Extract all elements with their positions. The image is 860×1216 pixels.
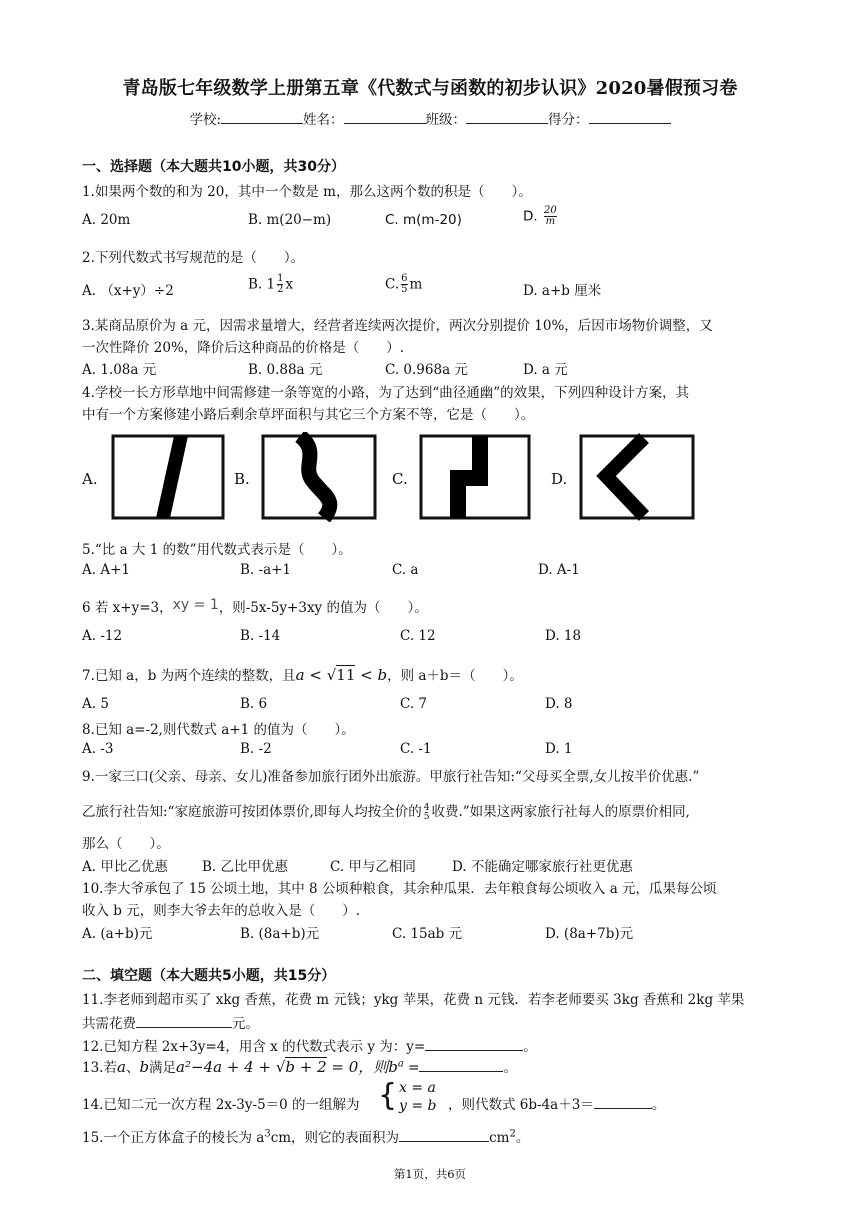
q4-option-b-figure[interactable] (258, 432, 380, 522)
q6-option-d[interactable]: D. 18 (545, 628, 582, 644)
school-blank[interactable] (221, 109, 303, 124)
q14-answer-blank[interactable] (594, 1094, 652, 1109)
q7-option-d[interactable]: D. 8 (545, 696, 573, 712)
q13-equation: a²−4a + 4 + √b + 2 = 0，则 (176, 1058, 389, 1076)
q2-option-c[interactable]: C. $\frac{6}{5}$ m (385, 273, 423, 295)
q2-b-fraction: $\frac{1}{2}$ (277, 273, 284, 295)
q9-fraction: 4 5 (423, 802, 430, 822)
q3-option-a[interactable]: A. 1.08a 元 (82, 362, 157, 378)
q5-option-a[interactable]: A. A+1 (82, 562, 130, 578)
q4-line1: 4.学校一长方形草地中间需修建一条等宽的小路，为了达到“曲径通幽”的效果，下列四种设计方案，其 (82, 385, 690, 401)
section1-title: 一、选择题（本大题共10小题，共30分） (82, 159, 345, 175)
page-title: 青岛版七年级数学上册第五章《代数式与函数的初步认识》2020暑假预习卷 (122, 78, 738, 99)
q15-answer-blank[interactable] (399, 1127, 489, 1142)
q10-option-c[interactable]: C. 15ab 元 (392, 926, 463, 942)
q7-stem: 7.已知 a，b 为两个连续的整数，且a < √11 < b，则 a＋b＝（ ）。 (82, 666, 523, 684)
q12-answer-blank[interactable] (425, 1036, 523, 1051)
q6-option-b[interactable]: B. -14 (240, 628, 281, 644)
q6-option-a[interactable]: A. -12 (82, 628, 123, 644)
q5-stem: 5.“比 a 大 1 的数”用代数式表示是（ ）。 (82, 542, 352, 558)
q13-answer-blank[interactable] (419, 1057, 503, 1072)
name-label: 姓名： (303, 112, 344, 128)
q3-option-b[interactable]: B. 0.88a 元 (248, 362, 323, 378)
q14-stem: 14.已知二元一次方程 2x-3y-5＝0 的一组解为 (82, 1097, 360, 1113)
q6-stem: 6 若 x+y=3，xy = 1，则-5x-5y+3xy 的值为（ ）。 (82, 597, 428, 616)
q10-option-a[interactable]: A. (a+b)元 (82, 926, 153, 942)
section2-title: 二、填空题（本大题共5小题，共15分） (82, 968, 336, 984)
q7-option-b[interactable]: B. 6 (240, 696, 268, 712)
q14-brace: { (378, 1078, 398, 1113)
q8-option-c[interactable]: C. -1 (400, 741, 432, 757)
q14-system-line1: x = a (399, 1080, 436, 1096)
q1-option-c[interactable]: C. m(m-20) (385, 212, 462, 228)
q4-option-a-figure[interactable] (108, 432, 228, 522)
q9-option-a[interactable]: A. 甲比乙优惠 (82, 859, 168, 875)
q4-option-d-label[interactable]: D. (551, 470, 568, 488)
q2-option-d[interactable]: D. a+b 厘米 (523, 283, 602, 299)
q4-option-c-figure[interactable] (416, 432, 534, 522)
q9-line1: 9.一家三口(父亲、母亲、女儿)准备参加旅行团外出旅游。甲旅行社告知:“父母买全票,女儿按半价优惠.” (82, 769, 700, 785)
score-label: 得分： (548, 112, 589, 128)
q4-option-b-label[interactable]: B. (234, 470, 250, 488)
q7-option-c[interactable]: C. 7 (400, 696, 428, 712)
q5-option-d[interactable]: D. A-1 (538, 562, 580, 578)
q8-option-d[interactable]: D. 1 (545, 741, 573, 757)
q11-line1: 11.李老师到超市买了 xkg 香蕉，花费 m 元钱；ykg 苹果，花费 n 元钱．若李老师要买 3kg 香蕉和 2kg 苹果 (82, 992, 745, 1008)
q10-line1: 10.李大爷承包了 15 公顷土地，其中 8 公顷种粮食，其余种瓜果．去年粮食每公顷收入 a 元，瓜果每公顷 (82, 881, 717, 897)
q11-line2: 共需花费 元。 (82, 1012, 259, 1032)
q6-option-c[interactable]: C. 12 (400, 628, 436, 644)
q14-system-line2: y = b (399, 1098, 437, 1114)
q1-option-a[interactable]: A. 20m (82, 212, 131, 228)
q15-stem: 15.一个正方体盒子的棱长为 $a^3cm$，则它的表面积为 $cm^2$。 (82, 1128, 530, 1146)
q3-line2: 一次性降价 20%，降价后这种商品的价格是（ ）. (82, 340, 405, 356)
class-label: 班级： (425, 112, 467, 128)
q4-option-a-label[interactable]: A. (82, 470, 98, 488)
q7-inequality: a < √11 < b (295, 666, 388, 684)
q2-option-a[interactable]: A. （x+y）÷2 (82, 283, 174, 299)
q9-option-b[interactable]: B. 乙比甲优惠 (202, 859, 289, 875)
page-footer: 第1页，共6页 (393, 1167, 467, 1181)
school-label: 学校: (189, 112, 222, 128)
q5-option-b[interactable]: B. -a+1 (240, 562, 292, 578)
q8-stem: 8.已知 a=-2,则代数式 a+1 的值为（ ）。 (82, 722, 355, 738)
q8-option-a[interactable]: A. -3 (82, 741, 114, 757)
q10-option-b[interactable]: B. (8a+b)元 (240, 926, 320, 942)
q3-line1: 3.某商品原价为 a 元，因需求量增大，经营者连续两次提价，两次分别提价 10%，后因市场物价调整，又 (82, 318, 713, 334)
score-blank[interactable] (589, 109, 671, 124)
name-blank[interactable] (344, 109, 426, 124)
q1-option-d[interactable] (523, 206, 559, 227)
q5-option-c[interactable]: C. a (392, 562, 419, 578)
q3-option-d[interactable]: D. a 元 (523, 362, 568, 378)
q6-equation: xy = 1 (172, 597, 219, 613)
q2-c-fraction: $\frac{6}{5}$ (401, 273, 408, 295)
q4-option-c-label[interactable]: C. (392, 470, 408, 488)
q7-option-a[interactable]: A. 5 (82, 696, 109, 712)
q2-option-b[interactable]: B. 1 $\frac{1}{2}$ x (248, 273, 294, 295)
q9-line2: 乙旅行社告知:“家庭旅游可按团体票价,即每人均按全价的 4 5 收费.”如果这两家旅行社每人的原票价相同, (82, 802, 690, 822)
q2-stem: 2.下列代数式书写规范的是（ ）。 (82, 250, 305, 266)
q14-tail: ，则代数式 6b-4a＋3＝ 。 (448, 1093, 665, 1113)
q10-line2: 收入 b 元，则李大爷去年的总收入是（ ）. (82, 903, 361, 919)
q10-option-d[interactable]: D. (8a+7b)元 (545, 926, 634, 942)
q11-answer-blank[interactable] (136, 1013, 232, 1028)
q9-line3: 那么（ ）。 (82, 836, 170, 852)
q4-option-d-figure[interactable] (576, 432, 698, 522)
student-info-line (0, 108, 860, 128)
q4-line2: 中有一个方案修建小路后剩余草坪面积与其它三个方案不等，它是（ ）。 (82, 407, 535, 423)
q1-d-fraction: $\frac{20}{m}$ (543, 205, 557, 227)
q9-option-c[interactable]: C. 甲与乙相同 (330, 859, 416, 875)
class-blank[interactable] (466, 109, 548, 124)
q1-stem: 1.如果两个数的和为 20，其中一个数是 m，那么这两个数的积是（ ）。 (82, 184, 532, 200)
q1-d-label: D. (523, 208, 538, 225)
q13-stem: 13.若a、b满足a²−4a + 4 + √b + 2 = 0，则$b^a$ = 。 (82, 1058, 517, 1076)
q1-option-b[interactable]: B. m(20−m) (248, 212, 332, 228)
q8-option-b[interactable]: B. -2 (240, 741, 272, 757)
q3-option-c[interactable]: C. 0.968a 元 (385, 362, 468, 378)
q9-option-d[interactable]: D. 不能确定哪家旅行社更优惠 (452, 859, 633, 875)
q12-stem: 12.已知方程 2x+3y=4，用含 x 的代数式表示 y 为：y= 。 (82, 1035, 537, 1055)
